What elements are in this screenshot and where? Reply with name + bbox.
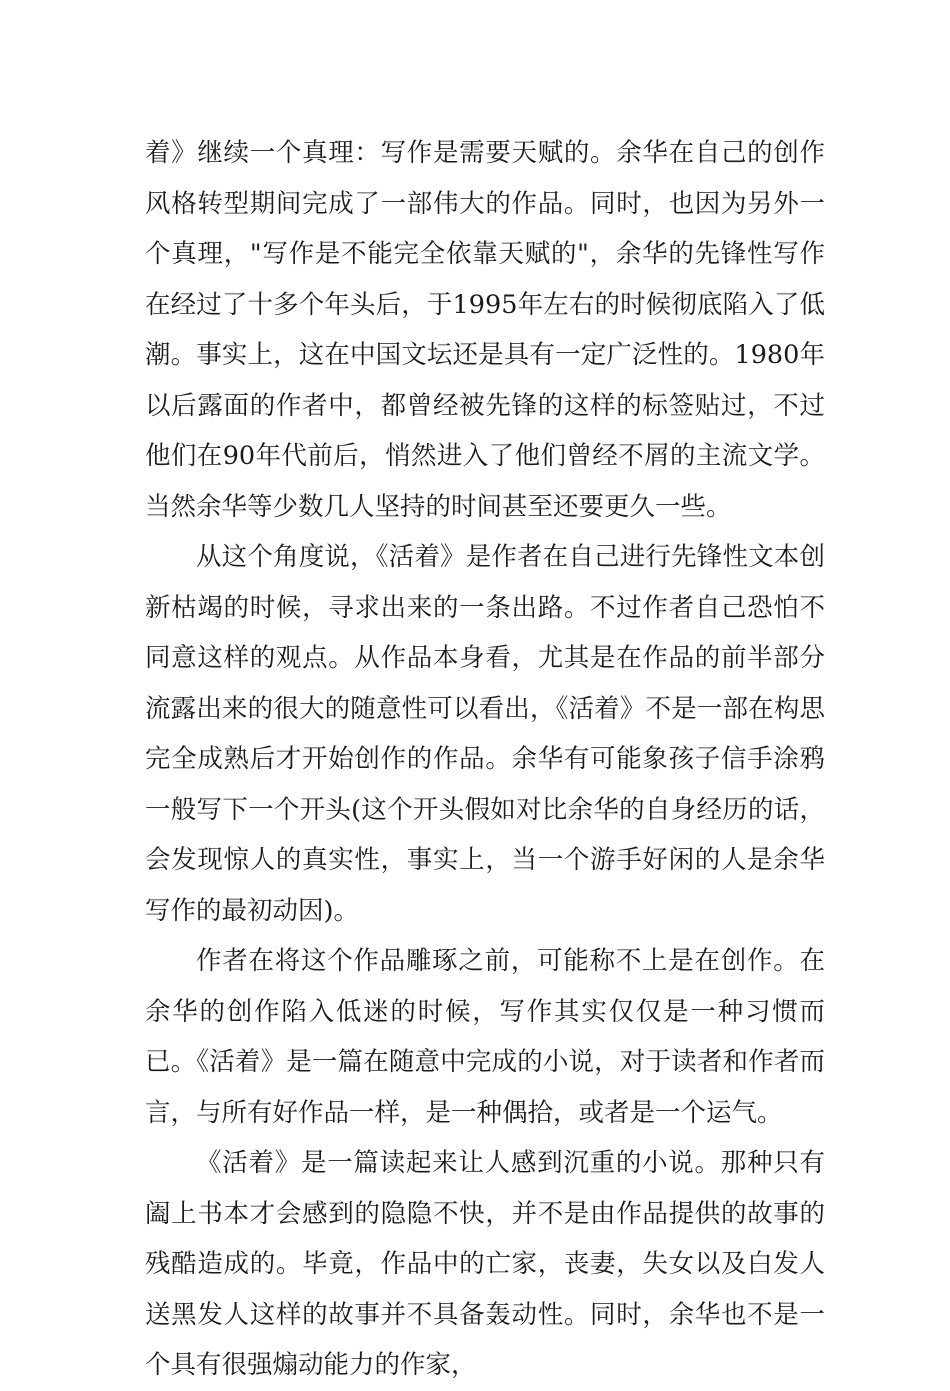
body-text bbox=[145, 128, 825, 1391]
paragraph-4: 《活着》是一篇读起来让人感到沉重的小说。那种只有阖上书本才会感到的隐隐不快，并不是由作品提供的故事的残酷造成的。毕竟，作品中的亡家，丧妻，失女以及白发人送黑发人这样的故事并不具备轰动性。同时，余华也不是一个具有很强煽动能力的作家， bbox=[145, 1148, 825, 1380]
paragraph-1: 着》继续一个真理：写作是需要天赋的。余华在自己的创作风格转型期间完成了一部伟大的作品。同时，也因为另外一个真理，"写作是不能完全依靠天赋的"，余华的先锋性写作在经过了十多个年头后，于1995年左右的时候彻底陷入了低潮。事实上，这在中国文坛还是具有一定广泛性的。1980年以后露面的作者中，都曾经被先锋的这样的标签贴过，不过他们在90年代前后，悄然进入了他们曾经不屑的主流文学。当然余华等少数几人坚持的时间甚至还要更久一些。 bbox=[145, 138, 825, 522]
paragraph-3: 作者在将这个作品雕琢之前，可能称不上是在创作。在余华的创作陷入低迷的时候，写作其实仅仅是一种习惯而已。《活着》是一篇在随意中完成的小说，对于读者和作者而言，与所有好作品一样，是一种偶拾，或者是一个运气。 bbox=[145, 946, 825, 1128]
paragraph-2: 从这个角度说，《活着》是作者在自己进行先锋性文本创新枯竭的时候，寻求出来的一条出路。不过作者自己恐怕不同意这样的观点。从作品本身看，尤其是在作品的前半部分流露出来的很大的随意性可以看出，《活着》不是一部在构思完全成熟后才开始创作的作品。余华有可能象孩子信手涂鸦一般写下一个开头(这个开头假如对比余华的自身经历的话，会发现惊人的真实性，事实上，当一个游手好闲的人是余华写作的最初动因)。 bbox=[145, 542, 825, 926]
